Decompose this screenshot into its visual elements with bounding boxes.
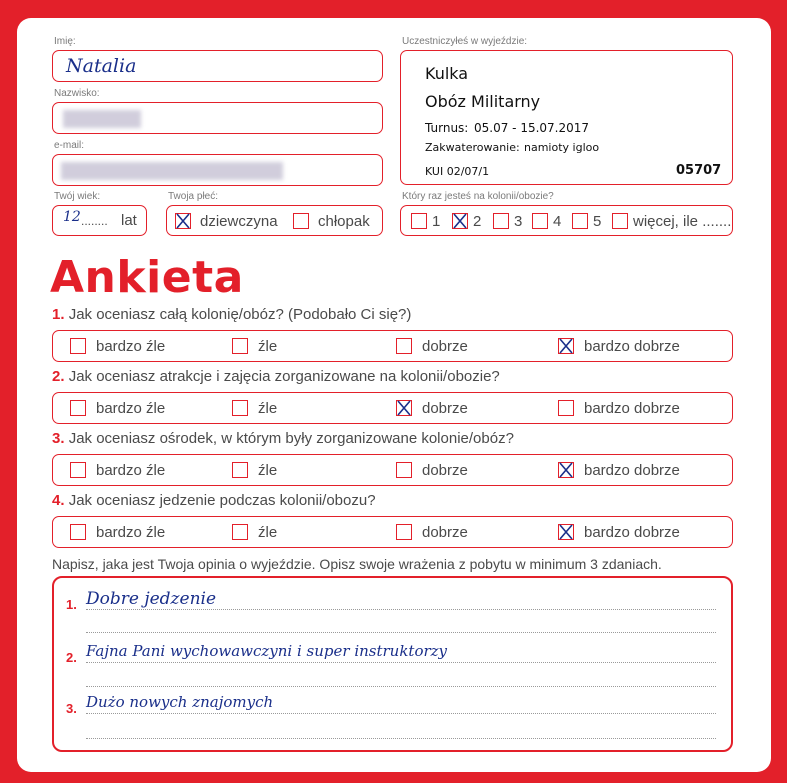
q3-option-bardzo-zle: bardzo źle (96, 462, 166, 479)
surname-field[interactable] (52, 102, 383, 134)
opinion-line (86, 662, 716, 663)
question-text: Jak oceniasz jedzenie podczas kolonii/obozu? (68, 492, 376, 509)
q4-option-bardzo-dobrze: bardzo dobrze (584, 524, 680, 541)
email-field[interactable] (52, 154, 383, 186)
check-mark-icon (395, 399, 413, 417)
check-mark-icon (557, 523, 575, 541)
question-number: 1. (52, 306, 65, 323)
q4-option-bardzo-zle: bardzo źle (96, 524, 166, 541)
q2-checkbox-bardzo-zle[interactable] (70, 400, 86, 416)
gender-checkbox-girl[interactable] (175, 213, 191, 229)
q1-checkbox-zle[interactable] (232, 338, 248, 354)
q2-option-dobrze: dobrze (422, 400, 468, 417)
question-text: Jak oceniasz ośrodek, w którym były zorganizowane kolonie/obóz? (68, 430, 514, 447)
trip-code: KUI 02/07/1 (425, 165, 490, 178)
trip-number: 05707 (676, 163, 722, 178)
question-text: Jak oceniasz atrakcje i zajęcia zorganizowane na kolonii/obozie? (68, 368, 500, 385)
opinion-line (86, 686, 716, 687)
times-checkbox-2[interactable] (452, 213, 468, 229)
q4-checkbox-zle[interactable] (232, 524, 248, 540)
opinion-text-1: Dobre jedzenie (86, 589, 217, 609)
surname-label: Nazwisko: (54, 88, 100, 99)
q2-option-bardzo-zle: bardzo źle (96, 400, 166, 417)
trip-label: Uczestniczyłeś w wyjeździe: (402, 36, 528, 47)
times-checkbox-5[interactable] (572, 213, 588, 229)
opinion-line (86, 609, 716, 610)
accommodation-label: Zakwaterowanie: (425, 141, 520, 154)
check-mark-icon (557, 461, 575, 479)
opinion-line (86, 738, 716, 739)
q2-checkbox-bardzo-dobrze[interactable] (558, 400, 574, 416)
opinion-text-2: Fajna Pani wychowawczyni i super instruktorzy (86, 642, 448, 660)
gender-option-girl: dziewczyna (200, 213, 278, 230)
check-mark-icon (451, 212, 469, 230)
survey-title: Ankieta (50, 252, 244, 303)
age-label: Twój wiek: (54, 191, 101, 202)
redacted-surname (63, 110, 141, 128)
q1-checkbox-bardzo-dobrze[interactable] (558, 338, 574, 354)
times-label: Który raz jesteś na kolonii/obozie? (402, 191, 554, 202)
q4-checkbox-dobrze[interactable] (396, 524, 412, 540)
q3-option-dobrze: dobrze (422, 462, 468, 479)
question-3 (52, 430, 514, 447)
opinion-number-3: 3. (66, 701, 77, 716)
name-field[interactable] (52, 50, 383, 82)
gender-checkbox-boy[interactable] (293, 213, 309, 229)
q3-checkbox-dobrze[interactable] (396, 462, 412, 478)
name-value: Natalia (66, 55, 137, 77)
age-unit: lat (121, 212, 137, 229)
gender-option-boy: chłopak (318, 213, 370, 230)
q1-option-bardzo-zle: bardzo źle (96, 338, 166, 355)
accommodation-value: namioty igloo (524, 141, 600, 154)
q1-option-bardzo-dobrze: bardzo dobrze (584, 338, 680, 355)
times-option-more: więcej, ile ....... (633, 213, 732, 230)
q1-option-zle: źle (258, 338, 278, 355)
q4-option-dobrze: dobrze (422, 524, 468, 541)
q3-checkbox-bardzo-zle[interactable] (70, 462, 86, 478)
question-number: 4. (52, 492, 65, 509)
question-4 (52, 492, 376, 509)
question-text: Jak oceniasz całą kolonię/obóz? (Podobało Ci się?) (68, 306, 412, 323)
opinion-prompt: Napisz, jaka jest Twoja opinia o wyjeździe. Opisz swoje wrażenia z pobytu w minimum 3 zdaniach. (52, 556, 662, 572)
opinion-line (86, 632, 716, 633)
q2-option-bardzo-dobrze: bardzo dobrze (584, 400, 680, 417)
times-option-5: 5 (593, 213, 602, 230)
check-mark-icon (174, 212, 192, 230)
opinion-number-2: 2. (66, 650, 77, 665)
trip-name: Kulka (425, 64, 469, 83)
times-checkbox-3[interactable] (493, 213, 509, 229)
q1-option-dobrze: dobrze (422, 338, 468, 355)
q3-checkbox-bardzo-dobrze[interactable] (558, 462, 574, 478)
q3-checkbox-zle[interactable] (232, 462, 248, 478)
q3-option-zle: źle (258, 462, 278, 479)
opinion-number-1: 1. (66, 597, 77, 612)
q3-option-bardzo-dobrze: bardzo dobrze (584, 462, 680, 479)
opinion-line (86, 713, 716, 714)
gender-label: Twoja płeć: (168, 191, 219, 202)
q1-checkbox-bardzo-zle[interactable] (70, 338, 86, 354)
q2-checkbox-dobrze[interactable] (396, 400, 412, 416)
question-1 (52, 306, 411, 323)
times-checkbox-1[interactable] (411, 213, 427, 229)
check-mark-icon (557, 337, 575, 355)
question-number: 3. (52, 430, 65, 447)
age-dots: ........ (81, 214, 108, 228)
times-checkbox-more[interactable] (612, 213, 628, 229)
trip-camp: Obóz Militarny (425, 92, 541, 111)
times-option-3: 3 (514, 213, 523, 230)
turnus-value: 05.07 - 15.07.2017 (474, 121, 590, 135)
q1-checkbox-dobrze[interactable] (396, 338, 412, 354)
q4-checkbox-bardzo-dobrze[interactable] (558, 524, 574, 540)
q4-option-zle: źle (258, 524, 278, 541)
opinion-text-3: Dużo nowych znajomych (86, 693, 274, 711)
q4-checkbox-bardzo-zle[interactable] (70, 524, 86, 540)
q2-checkbox-zle[interactable] (232, 400, 248, 416)
question-number: 2. (52, 368, 65, 385)
times-checkbox-4[interactable] (532, 213, 548, 229)
redacted-email (61, 162, 283, 180)
age-field[interactable] (52, 205, 147, 236)
question-2 (52, 368, 500, 385)
q2-option-zle: źle (258, 400, 278, 417)
times-option-4: 4 (553, 213, 562, 230)
times-option-1: 1 (432, 213, 441, 230)
times-option-2: 2 (473, 213, 482, 230)
email-label: e-mail: (54, 140, 85, 151)
age-value: 12 (63, 209, 81, 225)
turnus-label: Turnus: (425, 121, 469, 135)
name-label: Imię: (54, 36, 76, 47)
